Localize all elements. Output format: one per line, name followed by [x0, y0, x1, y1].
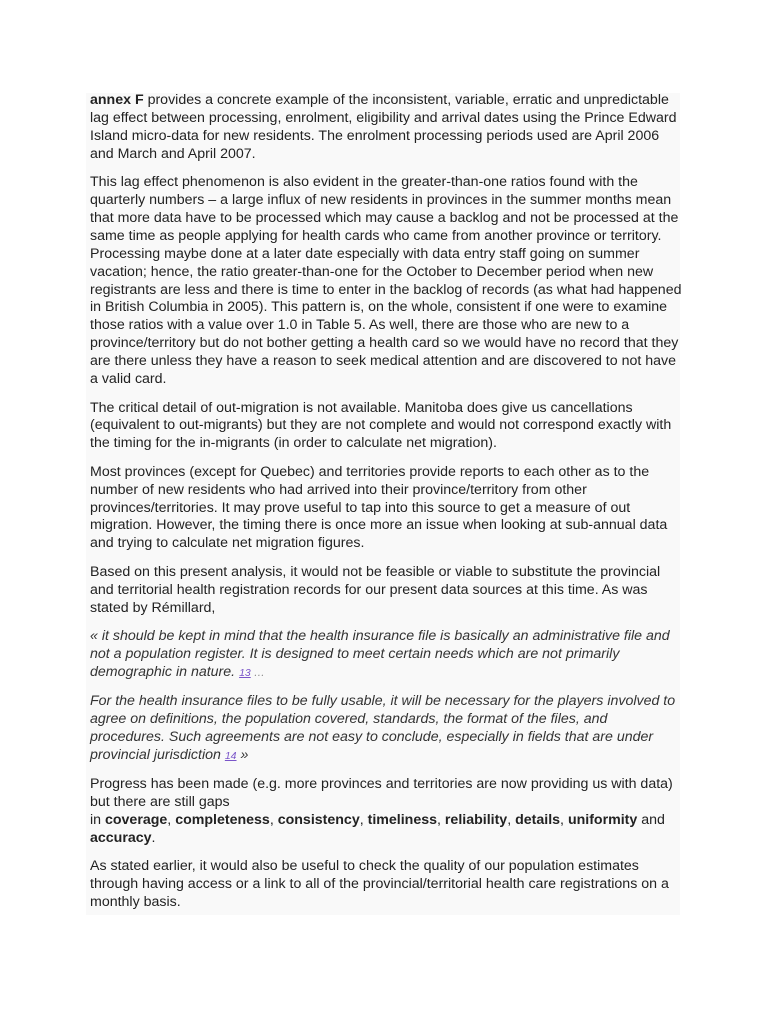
document-body — [90, 92, 682, 923]
term-timeliness: timeliness — [367, 812, 438, 829]
footnote-link-13[interactable]: 13 — [239, 666, 251, 679]
paragraph-provinces-reports: Most provinces (except for Quebec) and territories provide reports to each other as to the number of new residents who had arrived into their province/territory from other provinces/territories. It may prove useful to tap into this source to get a measure of out migration. However, the timing there is once more an issue when looking at sub-annual data and trying to calculate net migration figures. — [90, 463, 668, 552]
footnote-link-14[interactable]: 14 — [224, 749, 237, 762]
paragraph-annex-f-text: provides a concrete example of the inconsistent, variable, erratic and unpredictable lag effect between processing, enrolment, eligibility and arrival dates using the Prince Edward Island micro-data for new residents. The enrolment processing periods used are April 2006 and March and April 2007. — [90, 92, 677, 162]
quote-usable-files — [90, 693, 682, 766]
progress-in: in — [90, 812, 105, 829]
term-uniformity: uniformity — [567, 812, 638, 829]
term-reliability: reliability — [444, 812, 508, 829]
paragraph-out-migration: The critical detail of out-migration is not available. Manitoba does give us cancellations (equivalent to out-migrants) but they are not complete and would not correspond exactly with the timing for the in-migrants (in order to calculate net migration). — [90, 399, 672, 452]
paragraph-progress: Progress has been made (e.g. more provinces and territories are now providing us with data) but there are still gaps in coverage, completeness, consistency, timeliness, reliability, details, uniformity and accuracy. — [90, 776, 673, 847]
term-completeness: completeness — [175, 812, 270, 829]
progress-end: . — [151, 830, 156, 847]
term-coverage: coverage — [104, 812, 168, 829]
progress-and: and — [637, 812, 665, 829]
paragraph-quality-check: As stated earlier, it would also be useful to check the quality of our population estimates through having access or a link to all of the provincial/territorial health care registrations on a monthly basis. — [90, 858, 669, 911]
term-consistency: consistency — [277, 812, 360, 829]
paragraph-analysis: Based on this present analysis, it would not be feasible or viable to substitute the provincial and territorial health registration records for our present data sources at this time. As was stated by Rémillard, — [90, 563, 661, 616]
paragraph-lag-effect: This lag effect phenomenon is also evident in the greater-than-one ratios found with the quarterly numbers – a large influx of new residents in provinces in the summer months mean that more data have to be processed which may cause a backlog and not be processed at the same time as people applying for health cards who came from another province or territory. Processing maybe done at a later date especially with data entry staff going on summer vacation; hence, the ratio greater-than-one for the October to December period when new registrants are less and there is time to enter in the backlog of records (as what had happened in British Columbia in 2005). This pattern is, on the whole, consistent if one were to examine those ratios with a value over 1.0 in Table 5. As well, there are those who are new to a province/territory but do not bother getting a health card so we would have no record that they are there unless they have a reason to seek medical attention and are discovered to not have a valid card. — [90, 174, 682, 388]
quote-2-text: For the health insurance files to be fully usable, it will be necessary for the players involved to agree on definitions, the population covered, standards, the format of the files, and procedures. Such agreements are not easy to conclude, especially in fields that are under provincial jurisdiction — [90, 693, 676, 763]
term-details: details — [515, 812, 561, 829]
quote-health-insurance — [90, 628, 682, 683]
quote-1-text: « it should be kept in mind that the health insurance file is basically an administrative file and not a population register. It is designed to meet certain needs which are not primarily demographic in nature. — [90, 627, 670, 680]
progress-text: Progress has been made (e.g. more provinces and territories are now providing us with data) but there are still gaps — [90, 776, 673, 811]
paragraph-annex-f — [90, 92, 682, 164]
term-accuracy: accuracy — [90, 830, 152, 847]
quote-1-ellipsis: … — [250, 666, 265, 679]
quote-2-close: » — [236, 746, 249, 763]
annex-f-label: annex F — [90, 92, 144, 108]
